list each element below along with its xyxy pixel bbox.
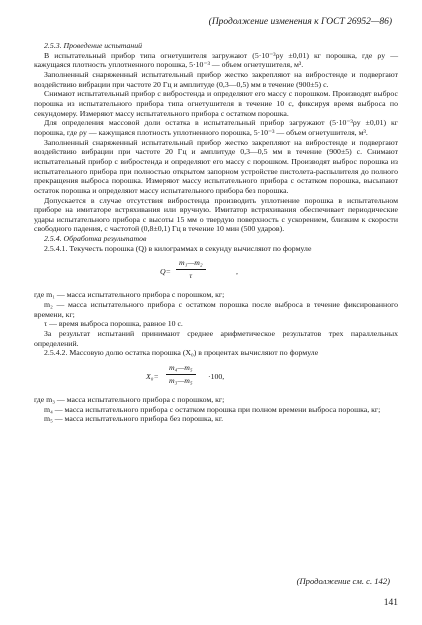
formula-residue-fraction-part <box>166 363 196 385</box>
definition-m4: m₄ — масса испытательного прибора с остатком порошка при полном времени выброса порошка, кг; <box>44 404 381 414</box>
paragraph-flow-formula-intro: 2.5.4.1. Текучесть порошка (Q) в килограммах в секунду вычисляют по формуле <box>44 243 312 253</box>
paragraph-shaker-alt: Допускается в случае отсутствия вибростенда производить уплотнение порошка в испытательном приборе на имитаторе встряхивания или вручную. Имитатор встряхивания обеспечивает периодические удары испытательного прибора с высоты 15 мм о твердую поверхность с ускорением, близким к скорости свободного падения, с частотой (0,8±0,1) Гц в течение 10 мин (500 ударов). <box>34 195 398 234</box>
section-heading-2-5-4: 2.5.4. Обработка результатов <box>44 234 147 244</box>
paragraph-release: Снимают испытательный прибор с вибростенда и определяют его массу с порошком. Производят выброс порошка из испытательного прибора типа огнетушителя в течение 10 с, фиксируя время выброса по секундомеру. Измеряют массу испытательного прибора с остатком порошка. <box>34 89 398 118</box>
continuation-note: (Продолжение см. с. 142) <box>296 576 390 586</box>
paragraph-vibration: Заполненный снаряженный испытательный прибор жестко закрепляют на вибростенде и подвергают воздействию вибрации при частоте 20 Гц и амплитуде (0,3—0,5) мм в течение (900±5) с. <box>34 69 398 89</box>
formula-residue-fraction <box>34 363 398 391</box>
formula-residue-numerator: m₄—m₅ <box>166 363 196 375</box>
paragraph-result: За результат испытаний принимают среднее арифметическое результатов трех параллельных определений. <box>34 329 398 348</box>
section-heading-2-5-3: 2.5.3. Проведение испытаний <box>44 41 143 50</box>
paragraph-load: В испытательный прибор типа огнетушителя загружают (5·10⁻³ρy ±0,01) кг порошка, где ρy — кажущаяся плотность уплотненного порошка, 5·10⁻³ — объем огнетушителя, м³. <box>34 50 398 70</box>
page-header: (Продолжение изменения к ГОСТ 26952—86) <box>208 17 392 27</box>
document-body <box>34 41 398 424</box>
formula-flow-denominator: τ <box>189 271 193 281</box>
formula-flow-numerator: m₁—m₂ <box>176 258 206 270</box>
formula-flow-lhs: Q= <box>160 267 171 277</box>
page-number: 141 <box>383 598 398 608</box>
paragraph-residue-test: Заполненный снаряженный испытательный прибор жестко закрепляют на вибростенде и подвергают воздействию вибрации при частоте 20 Гц и амплитуде 0,3—0,5 мм в течение (900±5) с. Снимают испытательный прибор с вибростенда и определяют его массу с порошком. Производят выброс порошка из испытательного прибора при полностью открытом запорном устройстве пистолета-распылителя до полного прекращения выброса порошка. Измеряют массу испытательного прибора с остатком порошка, высыпают остаток порошка и определяют массу испытательного прибора без порошка. <box>34 137 398 195</box>
formula-residue-tail: ·100, <box>208 372 225 382</box>
formula-residue-denominator: m₃—m₅ <box>169 375 193 385</box>
paragraph-residue-load: Для определения массовой доли остатка в испытательный прибор загружают (5·10⁻³ρy ±0,01) кг порошка, где ρy — кажущаяся плотность уплотненного порошка, 5·10⁻³ — объем огнетушителя, м³. <box>34 118 398 137</box>
definition-m2: m₂ — масса испытательного прибора с остатком порошка после выброса в течение фиксированного времени, кг; <box>34 300 398 319</box>
formula-flow-fraction <box>176 258 206 280</box>
definition-tau: τ — время выброса порошка, равное 10 с. <box>44 319 183 329</box>
formula-flow-tail: , <box>236 267 238 277</box>
paragraph-residue-formula-intro: 2.5.4.2. Массовую долю остатка порошка (X₀) в процентах вычисляют по формуле <box>44 348 319 358</box>
definition-m5: m₅ — масса испытательного прибора без порошка, кг. <box>44 414 224 424</box>
definition-m3: где m₃ — масса испытательного прибора с порошком, кг; <box>34 395 225 405</box>
definition-m1: где m₁ — масса испытательного прибора с порошком, кг; <box>34 290 225 300</box>
formula-residue-lhs: X₀= <box>146 372 159 382</box>
formula-flow-rate <box>34 258 398 286</box>
